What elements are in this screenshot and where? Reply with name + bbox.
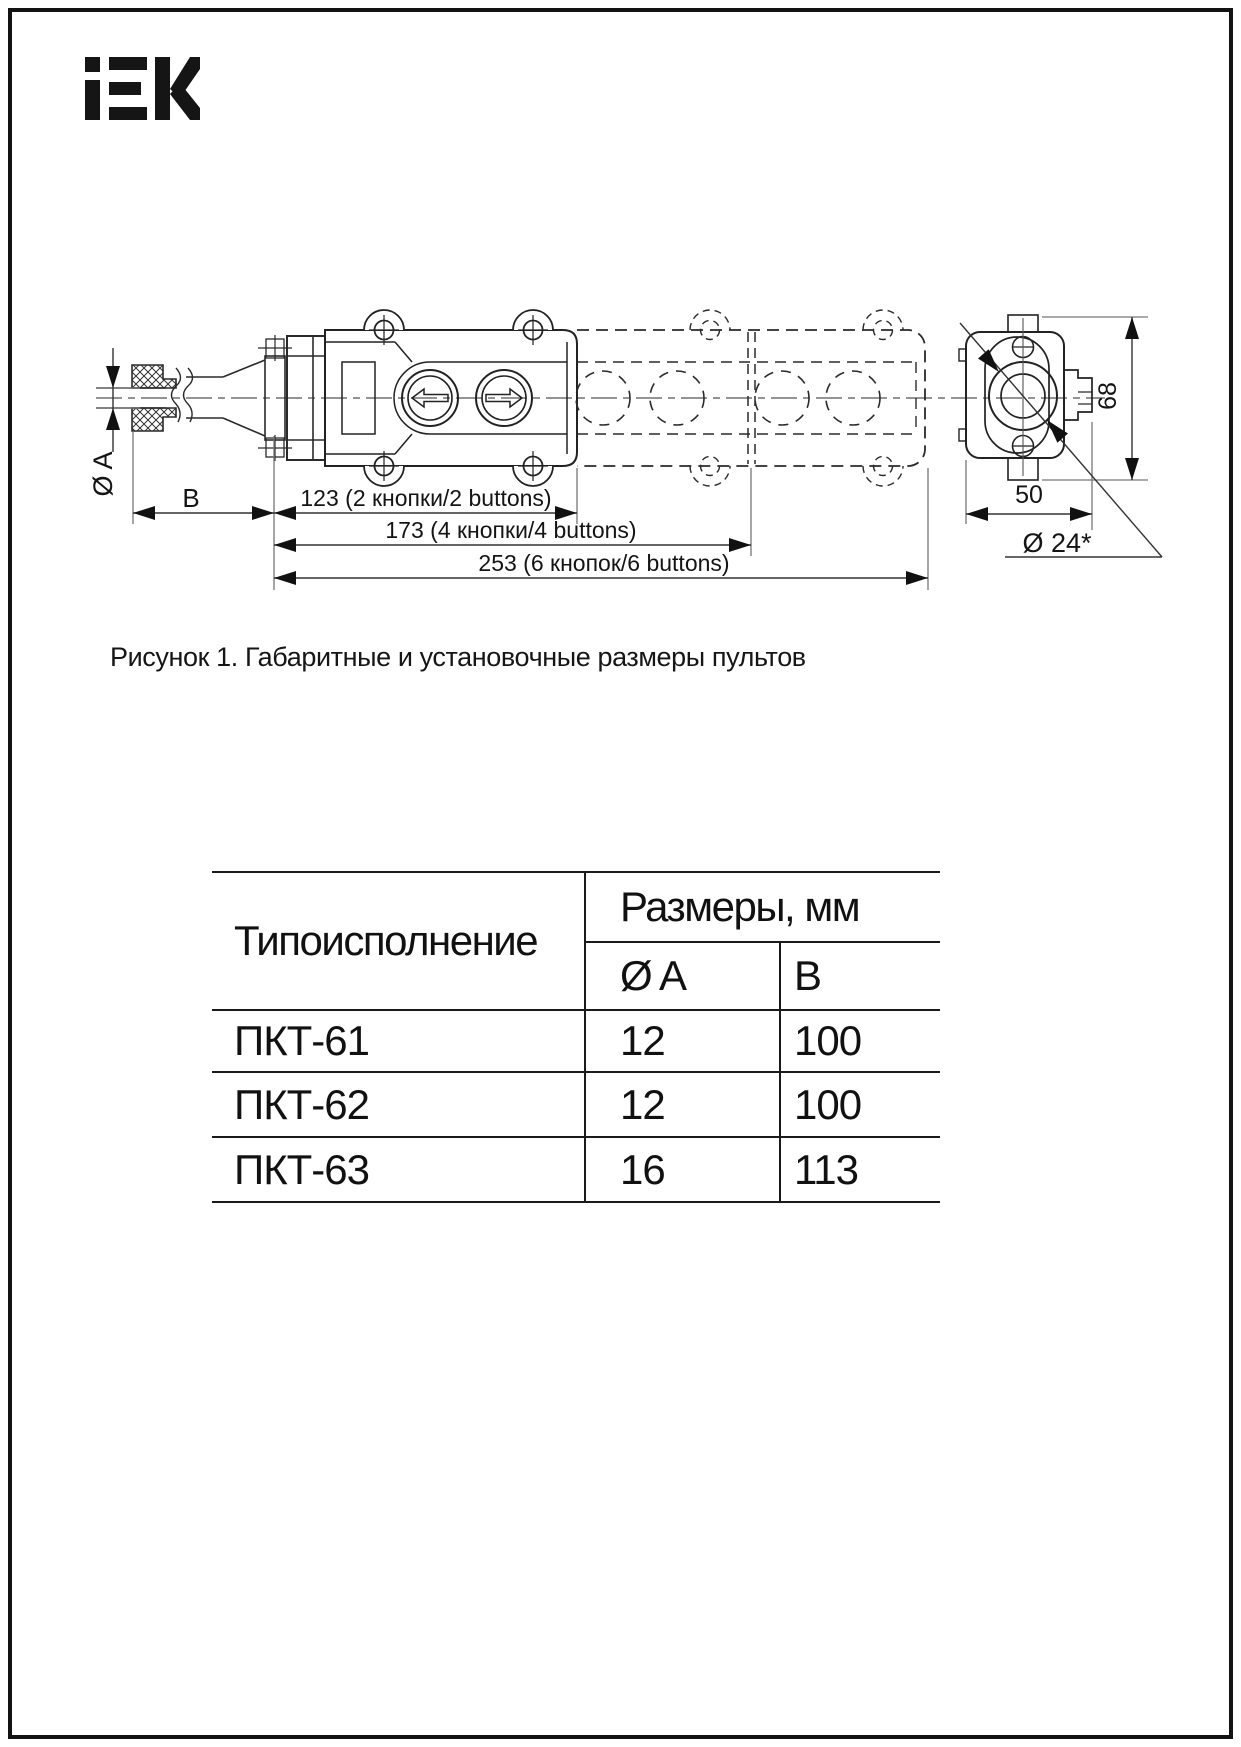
dim-label-dia24: Ø 24*: [1022, 528, 1092, 558]
dim-label-dia-a: Ø A: [88, 451, 118, 497]
table-row-b: 113: [794, 1146, 858, 1193]
table-line: [584, 871, 586, 1203]
dim-label-68: 68: [1094, 382, 1122, 410]
table-header-dimensions: Размеры, мм: [620, 883, 860, 930]
figure-caption: Рисунок 1. Габаритные и установочные размеры пультов: [110, 642, 806, 672]
table-header-type: Типоисполнение: [234, 917, 538, 964]
table-row-a: 12: [620, 1080, 665, 1128]
dim-label-b: B: [182, 483, 200, 513]
dim-label-173: 173 (4 кнопки/4 buttons): [385, 517, 637, 543]
table-row-b: 100: [794, 1017, 862, 1064]
table-header-b: B: [794, 952, 821, 999]
table-header-dia-a: Ø A: [620, 952, 686, 999]
table-row-a: 12: [620, 1017, 665, 1064]
table-row-a: 16: [620, 1146, 665, 1193]
table-line: [779, 941, 781, 1203]
table-row-type: ПКТ-63: [234, 1146, 370, 1193]
table-row-type: ПКТ-61: [234, 1017, 370, 1064]
dim-label-50: 50: [1015, 481, 1043, 509]
table-row-type: ПКТ-62: [234, 1080, 370, 1128]
dim-label-253: 253 (6 кнопок/6 buttons): [478, 550, 730, 576]
dim-label-123: 123 (2 кнопки/2 buttons): [300, 485, 552, 511]
table-row-b: 100: [794, 1080, 862, 1128]
